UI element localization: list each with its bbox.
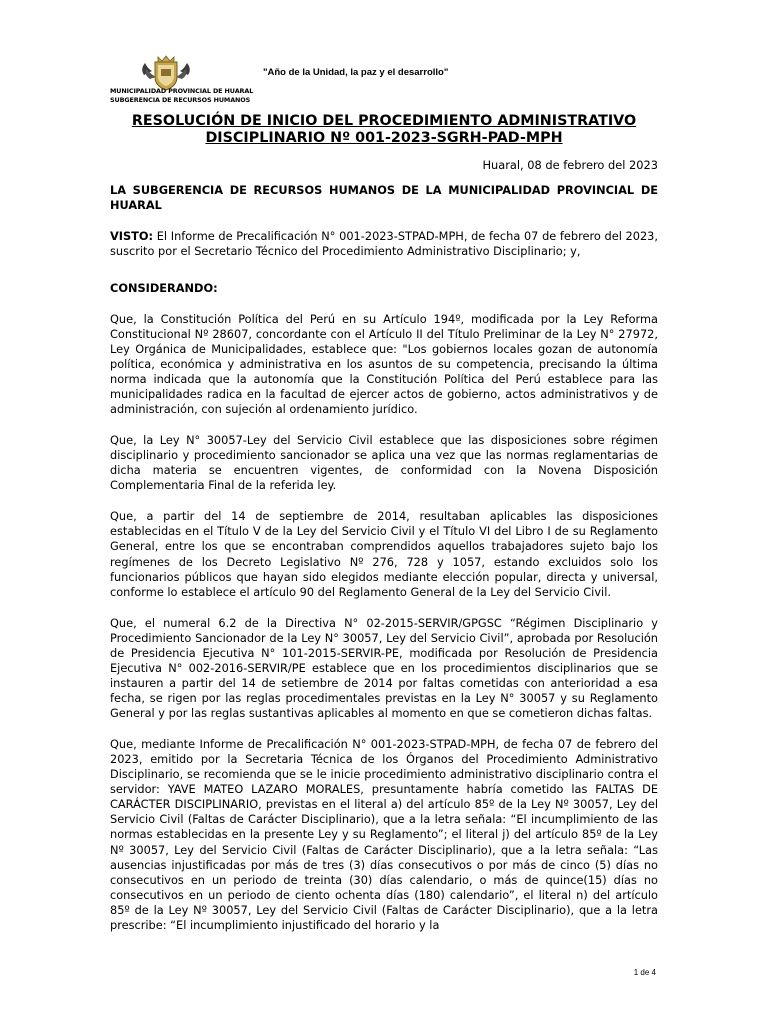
paragraph: Que, el numeral 6.2 de la Directiva N° 02-2015-SERVIR/GPGSC “Régimen Disciplinario y Procedimiento Sancionador de la Ley N° 30057, Ley del Servicio Civil”, aprobada por Resolución de Presidencia Ejecutiva N° 101-2015-SERVIR-PE, modificada por Resolución de Presidencia Ejecutiva N° 002-2016-SERVIR/PE establece que en los procedimientos disciplinarios que se instauren a partir del 14 de setiembre de 2014 por faltas cometidas con anterioridad a esa fecha, se rigen por las reglas procedimentales previstas en la Ley N° 30057 y su Reglamento General y por las reglas sustantivas aplicables al momento en que se cometieron dichas faltas. [110, 615, 658, 721]
organization-name [110, 87, 253, 105]
title-line-1: RESOLUCIÓN DE INICIO DEL PROCEDIMIENTO ADMINISTRATIVO [131, 113, 637, 129]
org-line-2: SUBGERENCIA DE RECURSOS HUMANOS [110, 96, 251, 104]
considerando-heading: CONSIDERANDO: [110, 281, 218, 296]
org-line-1: MUNICIPALIDAD PROVINCIAL DE HUARAL [110, 87, 254, 95]
resolution-title [110, 113, 658, 147]
issuing-authority: LA SUBGERENCIA DE RECURSOS HUMANOS DE LA MUNICIPALIDAD PROVINCIAL DE HUARAL [110, 183, 658, 213]
paragraph: Que, a partir del 14 de septiembre de 2014, resultaban aplicables las disposiciones establecidas en el Título V de la Ley del Servicio Civil y el Título VI del Libro I de su Reglamento General, entre los que se encontraban comprendidos aquellos trabajadores sujeto bajo los regímenes de los Decreto Legislativo Nº 276, 728 y 1057, estando excluidos solo los funcionarios públicos que hayan sido elegidos mediante elección popular, directa y universal, conforme lo establece el artículo 90 del Reglamento General de la Ley del Servicio Civil. [110, 509, 658, 599]
visto-label: VISTO: [110, 228, 154, 243]
title-line-2: DISCIPLINARIO Nº 001-2023-SGRH-PAD-MPH [205, 130, 563, 146]
document-date: Huaral, 08 de febrero del 2023 [482, 158, 658, 172]
paragraph: Que, mediante Informe de Precalificación N° 001-2023-STPAD-MPH, de fecha 07 de febrero del 2023, emitido por la Secretaria Técnica de los Órganos del Procedimiento Administrativo Disciplinario, se recomienda que se le inicie procedimiento administrativo disciplinario contra el servidor: YAVE MATEO LAZARO MORALES, presuntamente habría cometido las FALTAS DE CARÁCTER DISCIPLINARIO, previstas en el literal a) del artículo 85º de la Ley Nº 30057, Ley del Servicio Civil (Faltas de Carácter Disciplinario), que a la letra señala: “El incumplimiento de las normas establecidas en la presente Ley y su Reglamento”; el literal j) del artículo 85º de la Ley Nº 30057, Ley del Servicio Civil (Faltas de Carácter Disciplinario), que a la letra señala: “Las ausencias injustificadas por más de tres (3) días consecutivos o por más de cinco (5) días no consecutivos en un periodo de treinta (30) días calendario, o más de quince(15) días no consecutivos en un periodo de ciento ochenta días (180) calendario”, el literal n) del artículo 85º de la Ley Nº 30057, Ley del Servicio Civil (Faltas de Carácter Disciplinario), que a la letra prescribe: “El incumplimiento injustificado del horario y la [110, 736, 658, 932]
year-motto: "Año de la Unidad, la paz y el desarrollo" [263, 67, 449, 78]
paragraph: Que, la Constitución Política del Perú en su Artículo 194º, modificada por la Ley Reforma Constitucional Nº 28607, concordante con el Artículo II del Título Preliminar de la Ley N° 27972, Ley Orgánica de Municipalidades, establece que: "Los gobiernos locales gozan de autonomía política, económica y administrativa en los asuntos de su competencia, precisando la última norma indicada que la autonomía que la Constitución Política del Perú establece para las municipalidades radica en la facultad de ejercer actos de gobierno, actos administrativos y de administración, con sujeción al ordenamiento jurídico. [110, 311, 658, 417]
paragraph: Que, la Ley N° 30057-Ley del Servicio Civil establece que las disposiciones sobre régimen disciplinario y procedimiento sancionador se aplica una vez que las normas reglamentarias de dicha materia se encuentren vigentes, de conformidad con la Novena Disposición Complementaria Final de la referida ley. [110, 433, 658, 493]
visto-paragraph [110, 229, 658, 259]
page-number: 1 de 4 [633, 968, 656, 977]
visto-text: El Informe de Precalificación N° 001-2023-STPAD-MPH, de fecha 07 de febrero del 2023, suscrito por el Secretario Técnico del Procedimiento Administrativo Disciplinario; y, [110, 228, 658, 258]
document-body [110, 183, 658, 933]
